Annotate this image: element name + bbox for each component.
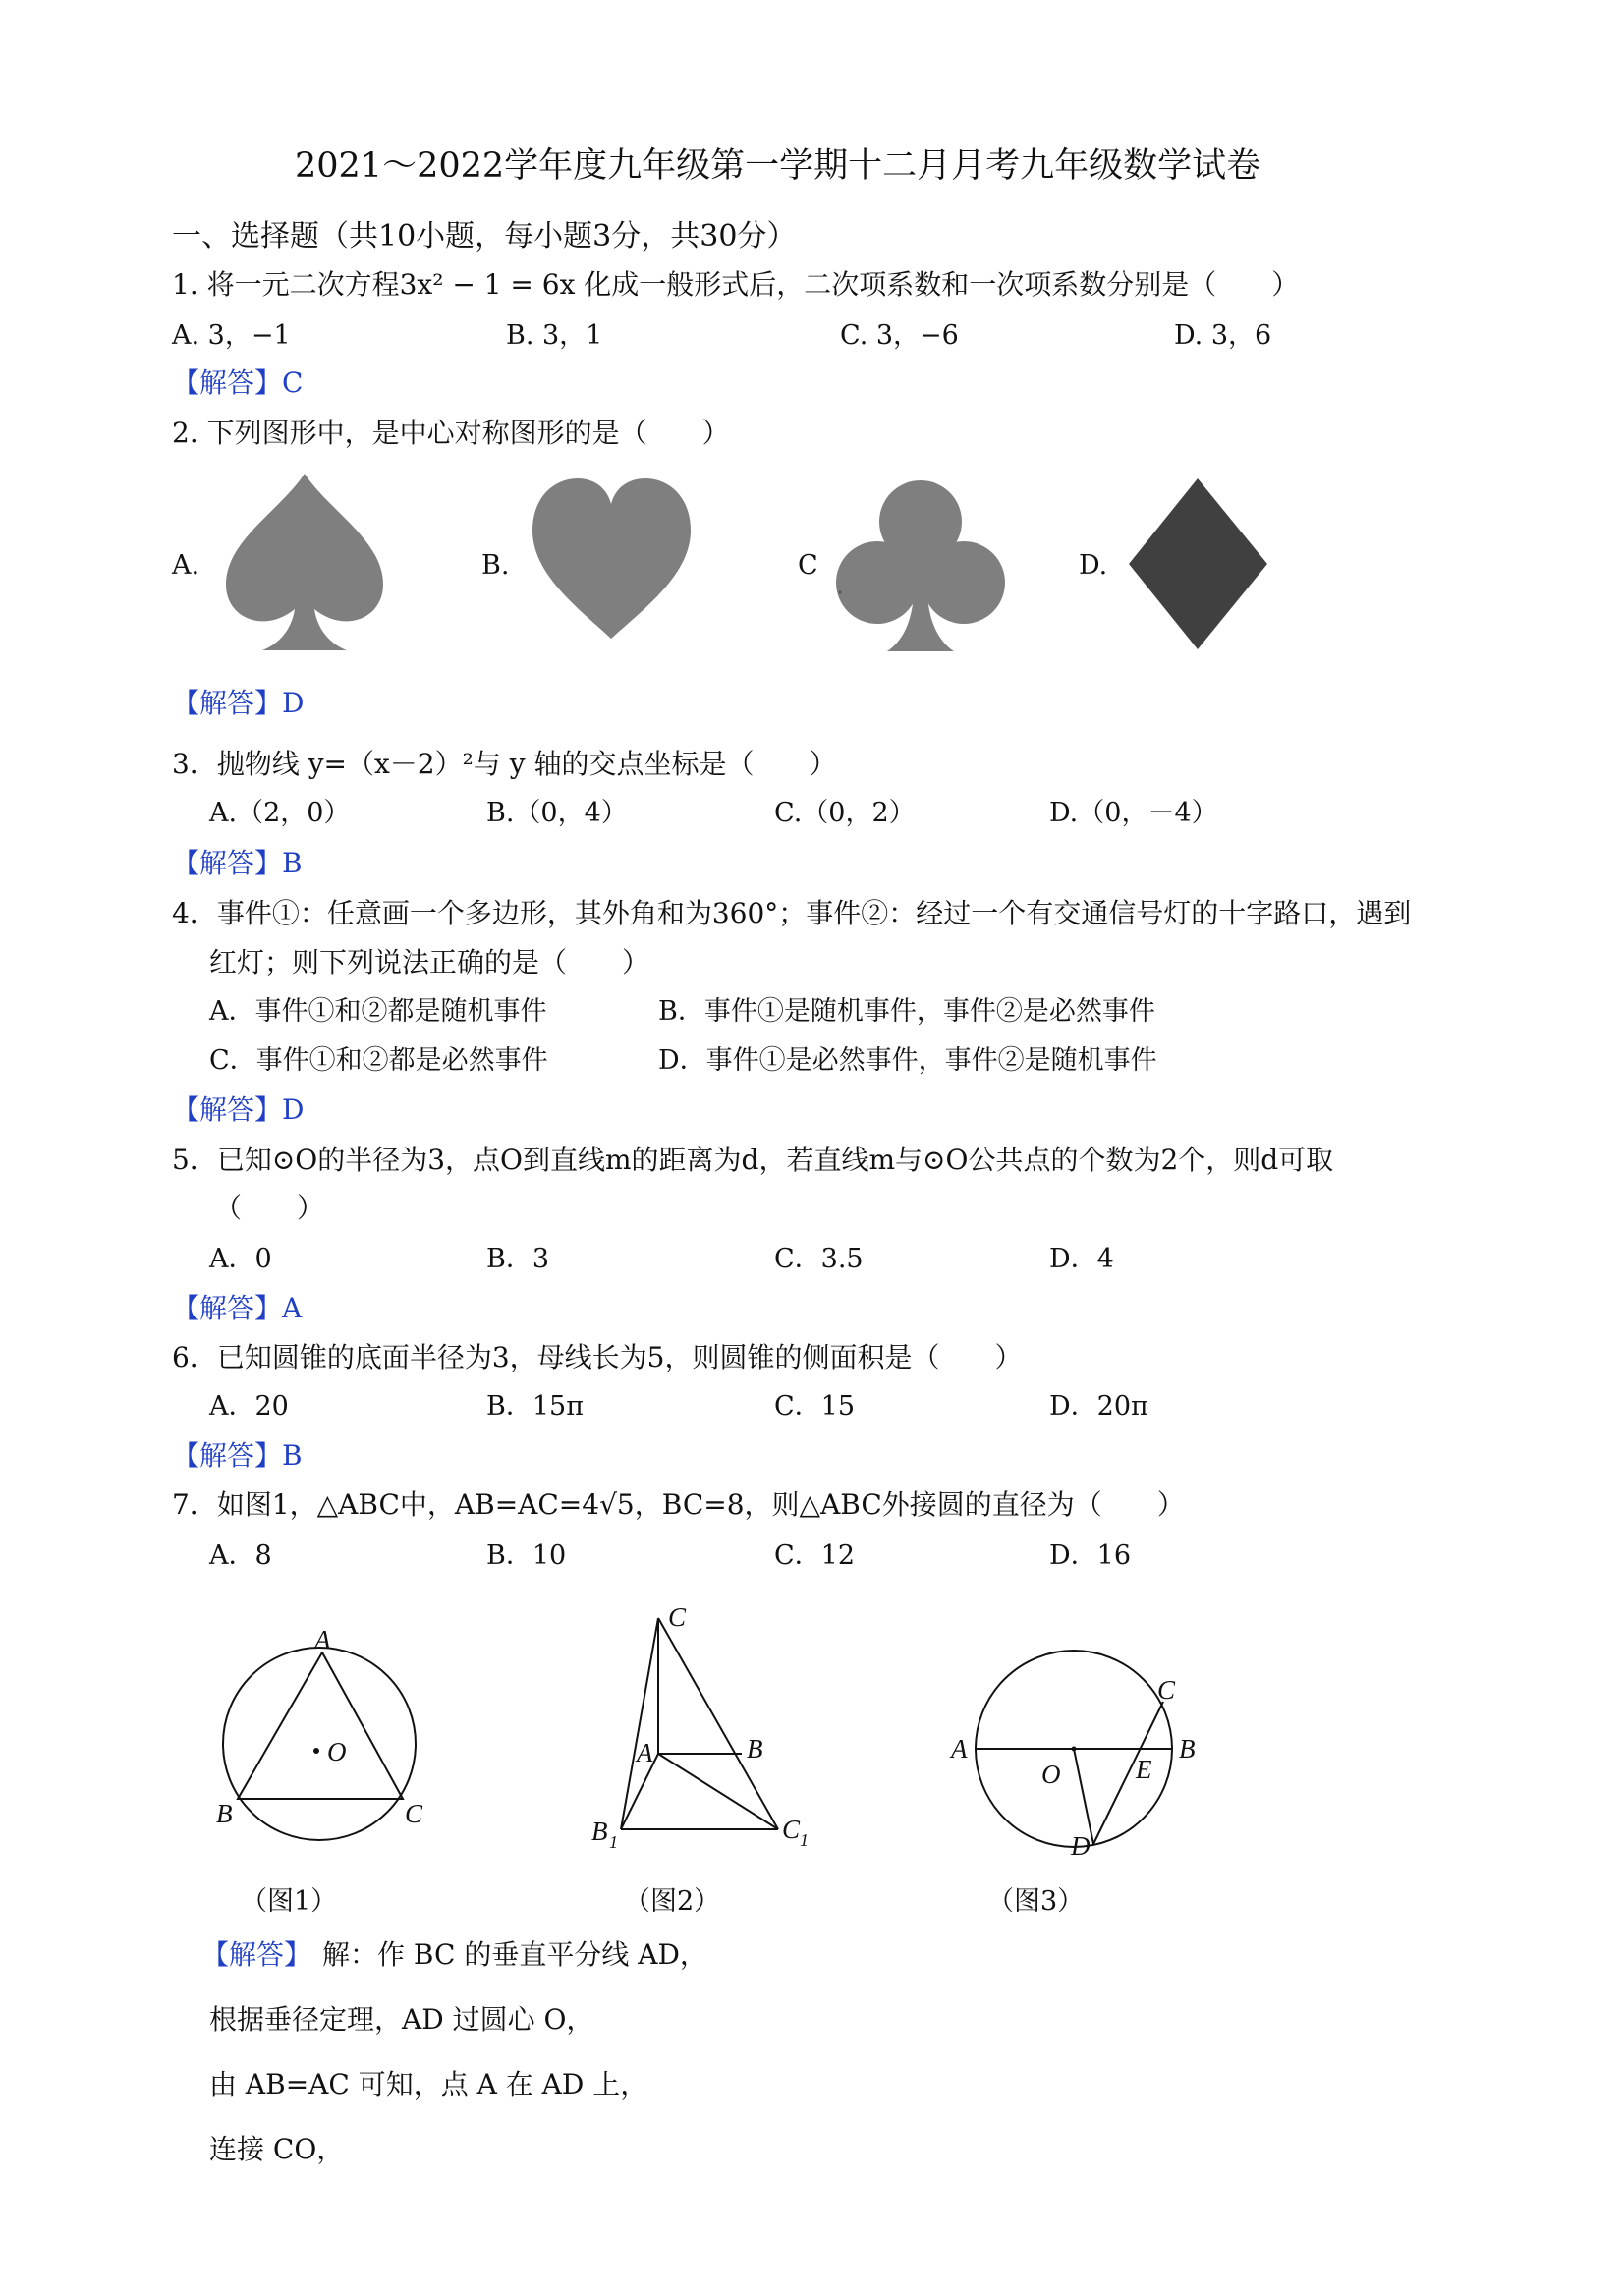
q4-stem-line2: 红灯；则下列说法正确的是（ ） [209,946,650,979]
q2-label-c: C [798,550,818,581]
fig2-label-b1: B [591,1817,608,1846]
q3-answer: 【解答】B [172,847,303,879]
q5-answer: 【解答】A [172,1292,303,1324]
q1-option-d: D. 3，6 [1174,320,1272,351]
fig2-label-c1-sub: 1 [800,1830,809,1850]
q4-option-a: A．事件①和②都是随机事件 [209,996,547,1027]
q2-label-b: B. [481,550,510,581]
q7-option-c: C．12 [774,1540,856,1571]
figure-1-circle-triangle [196,1616,442,1862]
q1-option-c: C. 3，−6 [840,320,959,351]
q4-stem-line1: 4．事件①：任意画一个多边形，其外角和为360°；事件②：经过一个有交通信号灯的十字路口，遇到 [172,897,1412,929]
section-heading: 一、选择题（共10小题，每小题3分，共30分） [172,219,797,253]
q7-option-b: B．10 [486,1540,567,1571]
q2-answer: 【解答】D [172,687,305,719]
q3-option-a: A.（2，0） [209,798,351,828]
fig3-label-o: O [1041,1760,1061,1789]
q7-solution-line1: 解：作 BC 的垂直平分线 AD， [322,1938,707,1971]
q4-answer: 【解答】D [172,1093,305,1126]
q6-option-b: B．15π [486,1391,584,1422]
q5-stem-line1: 5．已知⊙O的半径为3，点O到直线m的距离为d，若直线m与⊙O公共点的个数为2个，则d可取 [172,1144,1334,1176]
fig1-label-o: O [327,1737,347,1766]
figure-3-caption: （图3） [987,1886,1085,1917]
q6-answer: 【解答】B [172,1439,303,1472]
fig1-label-c: C [405,1799,423,1828]
q7-solution-line4: 连接 CO， [209,2133,345,2165]
q6-option-d: D．20π [1049,1391,1148,1422]
q5-option-d: D．4 [1049,1244,1114,1274]
q3-option-c: C.（0，2） [774,798,916,828]
q3-option-b: B.（0，4） [486,798,628,828]
q1-option-b: B. 3，1 [506,320,603,351]
q5-stem-line2: （ ） [214,1192,325,1224]
spade-shape [221,472,388,653]
q1-stem: 1. 将一元二次方程3x² − 1 = 6x 化成一般形式后，二次项系数和一次项系数分别是（ ） [172,268,1300,301]
q7-solution-line2: 根据垂径定理，AD 过圆心 O， [209,2003,594,2036]
fig2-label-b: B [747,1734,763,1764]
q7-stem: 7．如图1，△ABC中，AB=AC=4√5，BC=8，则△ABC外接圆的直径为（ ） [172,1488,1185,1521]
heart-shape [531,476,693,644]
figure-2-triangles [580,1596,835,1857]
fig2-label-c: C [668,1602,687,1632]
q7-option-d: D．16 [1049,1540,1132,1571]
fig3-label-a: A [951,1734,968,1764]
fig1-label-a: A [314,1625,331,1654]
q6-option-c: C．15 [774,1391,856,1422]
fig3-label-d: D [1071,1831,1091,1861]
fig3-label-b: B [1179,1734,1196,1764]
fig2-label-c1: C [782,1815,801,1844]
fig3-label-e: E [1136,1755,1152,1784]
fig1-label-b: B [216,1799,233,1828]
q6-stem: 6．已知圆锥的底面半径为3，母线长为5，则圆锥的侧面积是（ ） [172,1341,1023,1373]
q2-label-a: A. [172,550,200,581]
figure-2-caption: （图2） [624,1886,721,1917]
q7-solution-label: 【解答】 [201,1938,312,1971]
q4-option-b: B．事件①是随机事件，事件②是必然事件 [658,996,1155,1027]
figure-1-caption: （图1） [241,1886,338,1917]
diamond-shape [1127,476,1269,651]
page-title: 2021～2022学年度九年级第一学期十二月月考九年级数学试卷 [295,146,1261,186]
fig3-label-c: C [1157,1675,1176,1705]
q3-option-d: D.（0，－4） [1049,798,1218,828]
q3-stem: 3．抛物线 y=（x－2）²与 y 轴的交点坐标是（ ） [172,748,837,780]
fig2-label-b1-sub: 1 [609,1832,618,1852]
q7-solution-line3: 由 AB=AC 可知，点 A 在 AD 上， [209,2068,648,2100]
q4-option-c: C．事件①和②都是必然事件 [209,1045,548,1076]
q5-option-b: B．3 [486,1244,550,1274]
q2-stem: 2. 下列图形中，是中心对称图形的是（ ） [172,417,730,449]
q7-option-a: A．8 [209,1540,272,1571]
figure-3-circle-chords [943,1636,1208,1862]
q4-option-d: D．事件①是必然事件，事件②是随机事件 [658,1045,1157,1076]
q2-label-d: D. [1079,550,1108,581]
fig2-label-a: A [637,1738,653,1767]
q5-option-c: C．3.5 [774,1244,864,1274]
q6-option-a: A．20 [209,1391,289,1422]
q5-option-a: A．0 [209,1244,272,1274]
q1-answer: 【解答】C [172,366,304,399]
club-shape [833,476,1008,653]
q1-option-a: A. 3，−1 [172,320,291,351]
